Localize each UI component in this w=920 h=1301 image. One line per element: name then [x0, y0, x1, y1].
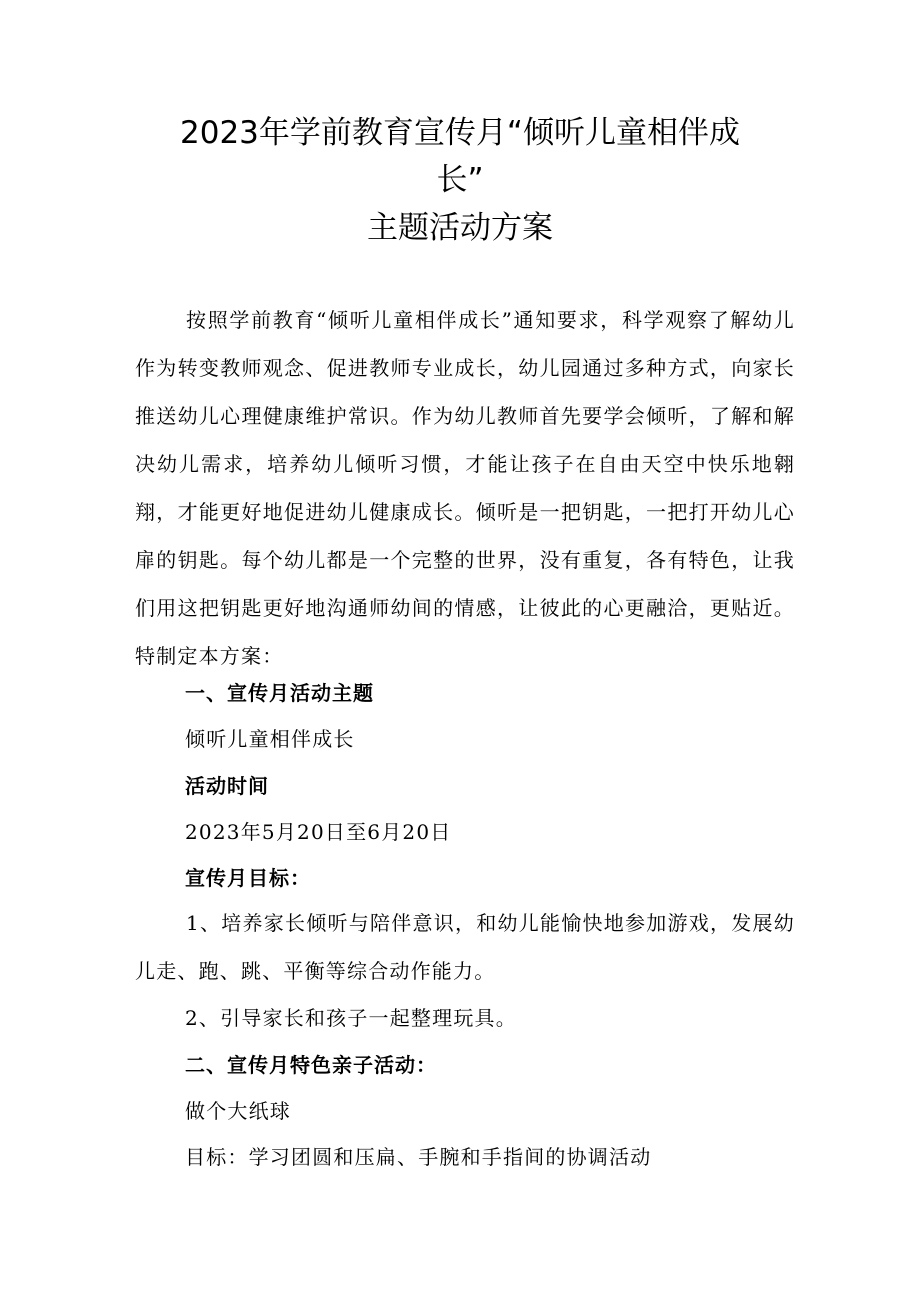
- time-value: 2023年5月20日至6月20日: [185, 820, 452, 844]
- goals-heading: 宣传月目标：: [185, 866, 311, 890]
- activity-goal: 目标：学习团圆和压扁、手腕和手指间的协调活动: [185, 1145, 652, 1169]
- document-title-line1: 2023年学前教育宣传月“倾听儿童相伴成: [180, 115, 740, 151]
- goal-1: 1、培养家长倾听与陪伴意识，和幼儿能愉快地参加游戏，发展幼儿走、跑、跳、平衡等综合动作能力。: [135, 911, 795, 983]
- intro-paragraph: 按照学前教育“倾听儿童相伴成长”通知要求，科学观察了解幼儿作为转变教师观念、促进教师专业成长，幼儿园通过多种方式，向家长推送幼儿心理健康维护常识。作为幼儿教师首先要学会倾听，了解和解决幼儿需求，培养幼儿倾听习惯，才能让孩子在自由天空中快乐地翱翔，才能更好地促进幼儿健康成长。倾听是一把钥匙，一把打开幼儿心扉的钥匙。每个幼儿都是一个完整的世界，没有重复，各有特色，让我们用这把钥匙更好地沟通师幼间的情感，让彼此的心更融洽，更贴近。特制定本方案：: [135, 308, 795, 668]
- section1-heading: 一、宣传月活动主题: [185, 681, 374, 705]
- document-title-line2: 长”: [436, 162, 484, 198]
- activity-name: 做个大纸球: [185, 1099, 291, 1123]
- goal-2: 2、引导家长和孩子一起整理玩具。: [185, 1006, 517, 1030]
- document-title-line3: 主题活动方案: [367, 210, 553, 246]
- time-heading: 活动时间: [185, 774, 269, 798]
- section1-theme: 倾听儿童相伴成长: [185, 727, 355, 751]
- section2-heading: 二、宣传月特色亲子活动：: [185, 1053, 437, 1077]
